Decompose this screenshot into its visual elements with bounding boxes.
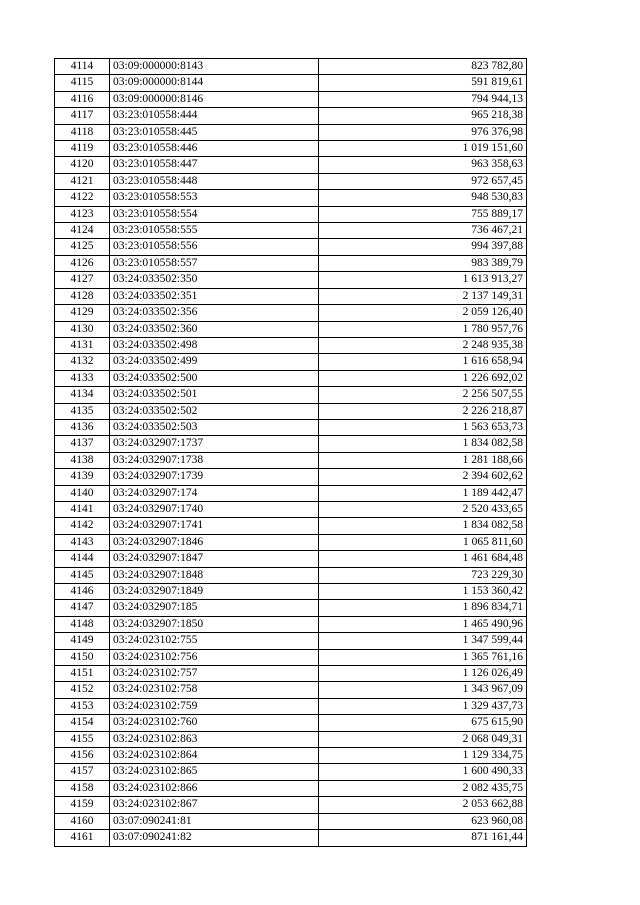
table-row: [55, 616, 527, 632]
cadastral-value-cell: 1 065 811,60: [319, 534, 527, 550]
cadastral-number-cell: 03:07:090241:81: [110, 813, 319, 829]
table-row: [55, 501, 527, 517]
cadastral-number-cell: 03:24:032907:1741: [110, 518, 319, 534]
table-row: [55, 813, 527, 829]
cadastral-value-cell: 675 615,90: [319, 715, 527, 731]
cadastral-number-cell: 03:24:023102:759: [110, 698, 319, 714]
cadastral-number-cell: 03:24:023102:867: [110, 797, 319, 813]
table-row: [55, 321, 527, 337]
table-row: [55, 108, 527, 124]
cadastral-number-cell: 03:23:010558:555: [110, 223, 319, 239]
row-number-cell: 4144: [55, 551, 110, 567]
row-number-cell: 4125: [55, 239, 110, 255]
row-number-cell: 4115: [55, 75, 110, 91]
table-row: [55, 698, 527, 714]
cadastral-value-cell: 871 161,44: [319, 830, 527, 846]
cadastral-number-cell: 03:24:032907:1850: [110, 616, 319, 632]
row-number-cell: 4155: [55, 731, 110, 747]
row-number-cell: 4150: [55, 649, 110, 665]
cadastral-value-table: [54, 58, 527, 847]
cadastral-number-cell: 03:24:032907:1737: [110, 436, 319, 452]
table-row: [55, 780, 527, 796]
cadastral-value-cell: 1 365 761,16: [319, 649, 527, 665]
table-row: [55, 534, 527, 550]
cadastral-value-cell: 1 281 188,66: [319, 452, 527, 468]
cadastral-value-cell: 2 082 435,75: [319, 780, 527, 796]
cadastral-value-cell: 1 834 082,58: [319, 436, 527, 452]
cadastral-number-cell: 03:23:010558:446: [110, 141, 319, 157]
cadastral-number-cell: 03:24:023102:863: [110, 731, 319, 747]
cadastral-value-cell: 2 256 507,55: [319, 387, 527, 403]
row-number-cell: 4142: [55, 518, 110, 534]
row-number-cell: 4156: [55, 748, 110, 764]
row-number-cell: 4119: [55, 141, 110, 157]
row-number-cell: 4152: [55, 682, 110, 698]
cadastral-number-cell: 03:23:010558:445: [110, 124, 319, 140]
cadastral-number-cell: 03:24:032907:1740: [110, 501, 319, 517]
table-body: [55, 59, 527, 847]
cadastral-number-cell: 03:23:010558:556: [110, 239, 319, 255]
row-number-cell: 4114: [55, 59, 110, 75]
table-row: [55, 305, 527, 321]
table-row: [55, 797, 527, 813]
cadastral-value-cell: 994 397,88: [319, 239, 527, 255]
cadastral-number-cell: 03:24:032907:1739: [110, 469, 319, 485]
table-row: [55, 469, 527, 485]
row-number-cell: 4139: [55, 469, 110, 485]
cadastral-value-cell: 1 347 599,44: [319, 633, 527, 649]
table-row: [55, 255, 527, 271]
cadastral-value-cell: 2 068 049,31: [319, 731, 527, 747]
cadastral-value-cell: 794 944,13: [319, 91, 527, 107]
row-number-cell: 4123: [55, 206, 110, 222]
row-number-cell: 4127: [55, 272, 110, 288]
table-row: [55, 124, 527, 140]
cadastral-number-cell: 03:07:090241:82: [110, 830, 319, 846]
cadastral-number-cell: 03:24:032907:185: [110, 600, 319, 616]
row-number-cell: 4136: [55, 419, 110, 435]
cadastral-number-cell: 03:24:033502:350: [110, 272, 319, 288]
row-number-cell: 4130: [55, 321, 110, 337]
cadastral-number-cell: 03:24:023102:864: [110, 748, 319, 764]
cadastral-value-cell: 823 782,80: [319, 59, 527, 75]
cadastral-number-cell: 03:23:010558:444: [110, 108, 319, 124]
table-row: [55, 584, 527, 600]
table-row: [55, 141, 527, 157]
cadastral-number-cell: 03:24:033502:503: [110, 419, 319, 435]
cadastral-value-cell: 1 329 437,73: [319, 698, 527, 714]
cadastral-number-cell: 03:24:033502:351: [110, 288, 319, 304]
row-number-cell: 4138: [55, 452, 110, 468]
cadastral-number-cell: 03:24:033502:500: [110, 370, 319, 386]
row-number-cell: 4135: [55, 403, 110, 419]
row-number-cell: 4116: [55, 91, 110, 107]
cadastral-value-cell: 1 780 957,76: [319, 321, 527, 337]
cadastral-value-cell: 976 376,98: [319, 124, 527, 140]
cadastral-number-cell: 03:23:010558:554: [110, 206, 319, 222]
row-number-cell: 4126: [55, 255, 110, 271]
cadastral-value-cell: 1 563 653,73: [319, 419, 527, 435]
cadastral-number-cell: 03:24:023102:757: [110, 666, 319, 682]
table-row: [55, 731, 527, 747]
table-row: [55, 59, 527, 75]
cadastral-value-cell: 1 613 913,27: [319, 272, 527, 288]
cadastral-number-cell: 03:24:032907:1738: [110, 452, 319, 468]
cadastral-value-cell: 1 189 442,47: [319, 485, 527, 501]
cadastral-number-cell: 03:24:032907:1847: [110, 551, 319, 567]
table-row: [55, 682, 527, 698]
cadastral-number-cell: 03:24:023102:866: [110, 780, 319, 796]
table-row: [55, 157, 527, 173]
cadastral-number-cell: 03:24:023102:760: [110, 715, 319, 731]
cadastral-value-cell: 1 461 684,48: [319, 551, 527, 567]
row-number-cell: 4147: [55, 600, 110, 616]
cadastral-number-cell: 03:23:010558:553: [110, 190, 319, 206]
table-row: [55, 551, 527, 567]
cadastral-value-cell: 983 389,79: [319, 255, 527, 271]
row-number-cell: 4131: [55, 337, 110, 353]
cadastral-value-cell: 1 896 834,71: [319, 600, 527, 616]
row-number-cell: 4117: [55, 108, 110, 124]
row-number-cell: 4122: [55, 190, 110, 206]
cadastral-number-cell: 03:24:033502:360: [110, 321, 319, 337]
table-row: [55, 387, 527, 403]
table-row: [55, 419, 527, 435]
cadastral-value-cell: 1 343 967,09: [319, 682, 527, 698]
cadastral-value-cell: 1 153 360,42: [319, 584, 527, 600]
cadastral-value-cell: 723 229,30: [319, 567, 527, 583]
cadastral-number-cell: 03:24:023102:758: [110, 682, 319, 698]
table-row: [55, 403, 527, 419]
table-row: [55, 567, 527, 583]
cadastral-value-cell: 2 226 218,87: [319, 403, 527, 419]
row-number-cell: 4151: [55, 666, 110, 682]
row-number-cell: 4153: [55, 698, 110, 714]
table-row: [55, 75, 527, 91]
cadastral-number-cell: 03:24:033502:502: [110, 403, 319, 419]
row-number-cell: 4158: [55, 780, 110, 796]
cadastral-number-cell: 03:23:010558:447: [110, 157, 319, 173]
cadastral-number-cell: 03:24:032907:1846: [110, 534, 319, 550]
cadastral-value-cell: 972 657,45: [319, 173, 527, 189]
cadastral-number-cell: 03:24:033502:499: [110, 354, 319, 370]
cadastral-value-cell: 1 616 658,94: [319, 354, 527, 370]
cadastral-number-cell: 03:09:000000:8143: [110, 59, 319, 75]
cadastral-value-cell: 2 520 433,65: [319, 501, 527, 517]
cadastral-value-cell: 1 126 026,49: [319, 666, 527, 682]
table-row: [55, 518, 527, 534]
cadastral-value-cell: 1 600 490,33: [319, 764, 527, 780]
table-row: [55, 272, 527, 288]
table-row: [55, 485, 527, 501]
cadastral-number-cell: 03:24:023102:755: [110, 633, 319, 649]
row-number-cell: 4157: [55, 764, 110, 780]
row-number-cell: 4143: [55, 534, 110, 550]
table-row: [55, 715, 527, 731]
cadastral-value-cell: 1 226 692,02: [319, 370, 527, 386]
row-number-cell: 4121: [55, 173, 110, 189]
cadastral-value-cell: 736 467,21: [319, 223, 527, 239]
table-row: [55, 764, 527, 780]
row-number-cell: 4137: [55, 436, 110, 452]
cadastral-number-cell: 03:09:000000:8146: [110, 91, 319, 107]
table-row: [55, 748, 527, 764]
cadastral-value-cell: 2 137 149,31: [319, 288, 527, 304]
cadastral-value-cell: 1 465 490,96: [319, 616, 527, 632]
row-number-cell: 4129: [55, 305, 110, 321]
cadastral-value-cell: 948 530,83: [319, 190, 527, 206]
cadastral-number-cell: 03:24:032907:1849: [110, 584, 319, 600]
row-number-cell: 4149: [55, 633, 110, 649]
table-row: [55, 239, 527, 255]
table-row: [55, 452, 527, 468]
cadastral-value-cell: 2 394 602,62: [319, 469, 527, 485]
cadastral-number-cell: 03:24:033502:356: [110, 305, 319, 321]
row-number-cell: 4148: [55, 616, 110, 632]
cadastral-value-cell: 591 819,61: [319, 75, 527, 91]
row-number-cell: 4146: [55, 584, 110, 600]
table-row: [55, 206, 527, 222]
table-row: [55, 190, 527, 206]
table-row: [55, 436, 527, 452]
row-number-cell: 4160: [55, 813, 110, 829]
cadastral-number-cell: 03:24:032907:174: [110, 485, 319, 501]
row-number-cell: 4124: [55, 223, 110, 239]
table-row: [55, 649, 527, 665]
table-row: [55, 666, 527, 682]
cadastral-number-cell: 03:23:010558:557: [110, 255, 319, 271]
cadastral-value-cell: 1 129 334,75: [319, 748, 527, 764]
cadastral-value-cell: 2 053 662,88: [319, 797, 527, 813]
row-number-cell: 4154: [55, 715, 110, 731]
table-row: [55, 223, 527, 239]
table-row: [55, 354, 527, 370]
cadastral-number-cell: 03:24:032907:1848: [110, 567, 319, 583]
table-row: [55, 633, 527, 649]
cadastral-number-cell: 03:09:000000:8144: [110, 75, 319, 91]
cadastral-number-cell: 03:24:033502:501: [110, 387, 319, 403]
row-number-cell: 4141: [55, 501, 110, 517]
cadastral-number-cell: 03:23:010558:448: [110, 173, 319, 189]
table-row: [55, 600, 527, 616]
cadastral-value-cell: 1 834 082,58: [319, 518, 527, 534]
row-number-cell: 4161: [55, 830, 110, 846]
row-number-cell: 4120: [55, 157, 110, 173]
cadastral-value-cell: 623 960,08: [319, 813, 527, 829]
row-number-cell: 4118: [55, 124, 110, 140]
cadastral-number-cell: 03:24:023102:756: [110, 649, 319, 665]
table-row: [55, 830, 527, 846]
row-number-cell: 4133: [55, 370, 110, 386]
table-row: [55, 288, 527, 304]
cadastral-value-cell: 755 889,17: [319, 206, 527, 222]
cadastral-value-cell: 2 248 935,38: [319, 337, 527, 353]
row-number-cell: 4128: [55, 288, 110, 304]
table-row: [55, 91, 527, 107]
cadastral-number-cell: 03:24:023102:865: [110, 764, 319, 780]
row-number-cell: 4159: [55, 797, 110, 813]
row-number-cell: 4145: [55, 567, 110, 583]
row-number-cell: 4140: [55, 485, 110, 501]
cadastral-number-cell: 03:24:033502:498: [110, 337, 319, 353]
cadastral-value-cell: 1 019 151,60: [319, 141, 527, 157]
cadastral-value-cell: 965 218,38: [319, 108, 527, 124]
table-row: [55, 173, 527, 189]
row-number-cell: 4132: [55, 354, 110, 370]
cadastral-value-cell: 2 059 126,40: [319, 305, 527, 321]
table-row: [55, 337, 527, 353]
row-number-cell: 4134: [55, 387, 110, 403]
table-row: [55, 370, 527, 386]
cadastral-value-cell: 963 358,63: [319, 157, 527, 173]
